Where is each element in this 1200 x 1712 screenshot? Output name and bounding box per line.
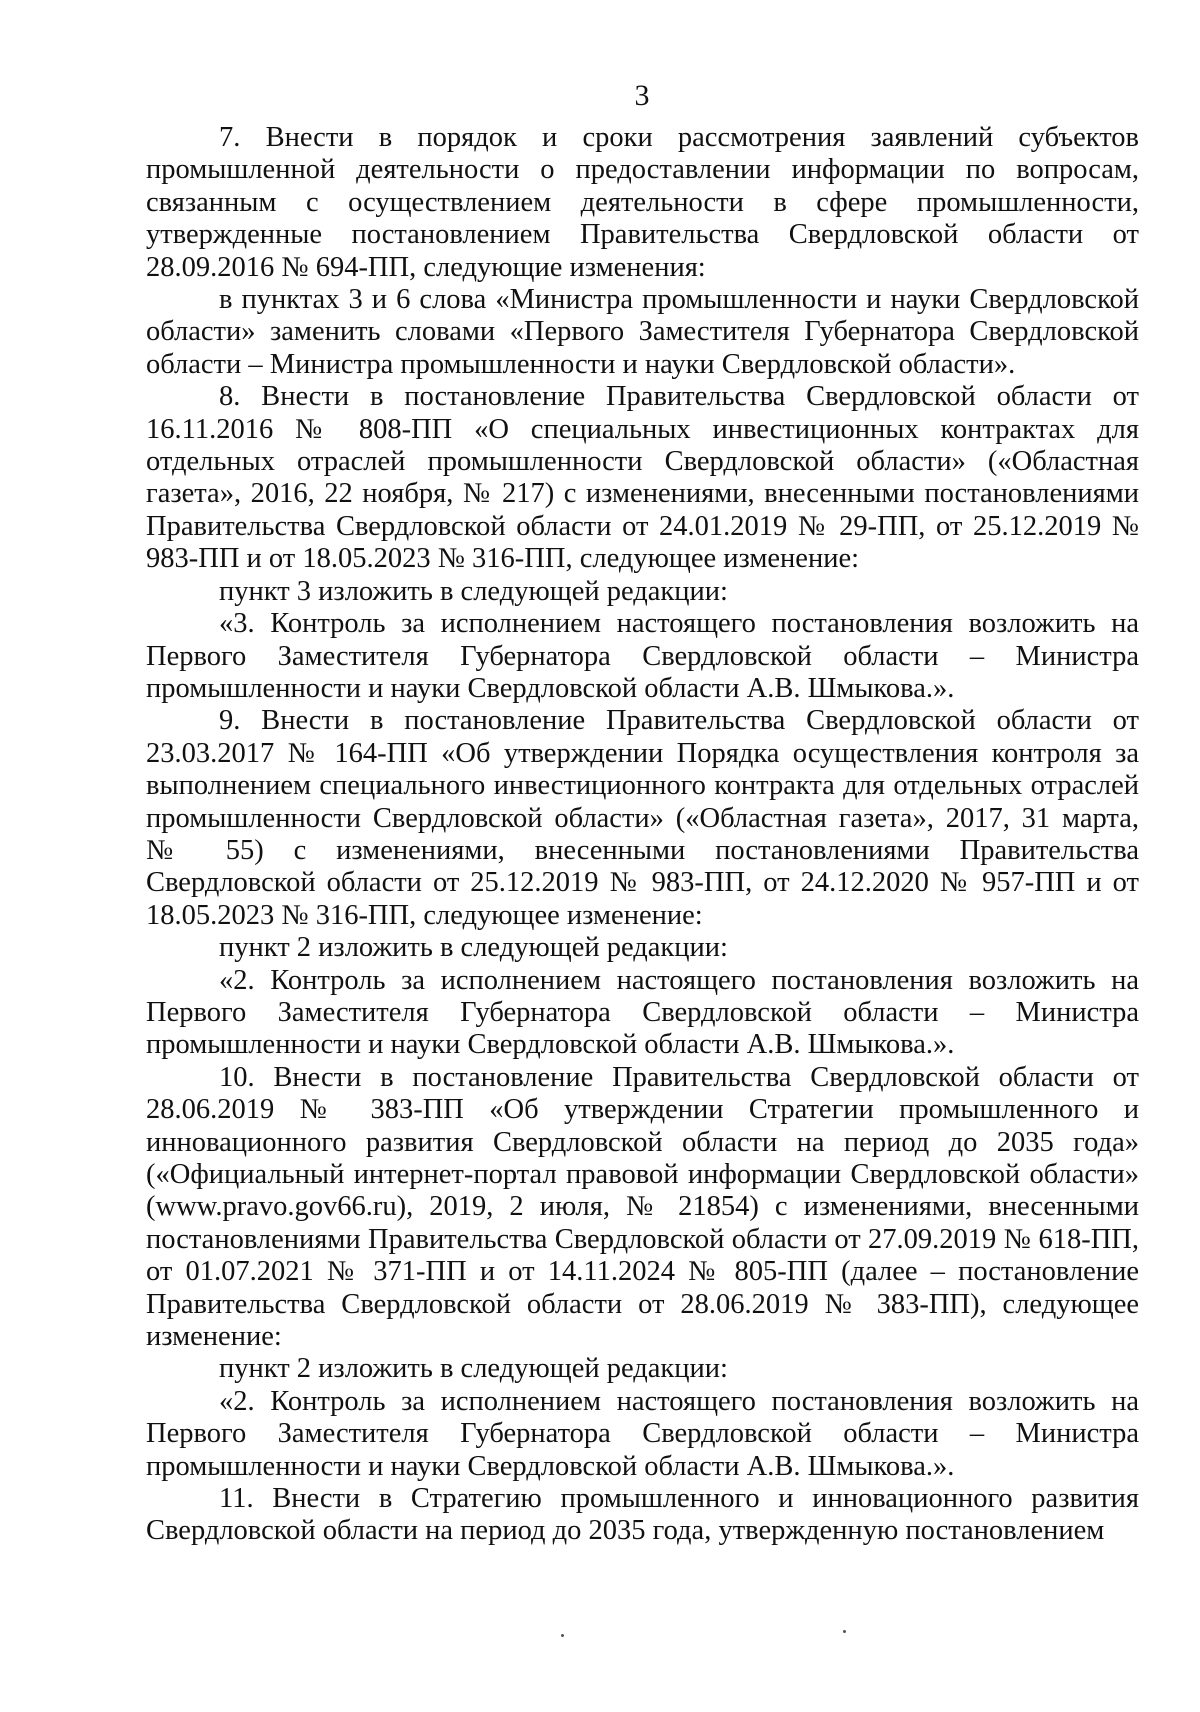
paragraph-7: 7. Внести в порядок и сроки рассмотрения заявлений субъектов промышленной деятельности о предоставлении информации по вопросам, связанным с осуществлением деятельности в сфере промышленности, утвержденные постановлением Правительства Свердловской области от 28.09.2016 № 694-ПП, следующие изменения:: [146, 122, 1139, 283]
page-number: 3: [634, 79, 650, 112]
paragraph-8-quote: «3. Контроль за исполнением настоящего постановления возложить на Первого Заместителя Губернатора Свердловской области – Министра промышленности и науки Свердловской области А.В. Шмыкова.».: [146, 608, 1139, 704]
paragraph-8: 8. Внести в постановление Правительства Свердловской области от 16.11.2016 № 808-ПП «О специальных инвестиционных контрактах для отдельных отраслей промышленности Свердловской области» («Областная газета», 2016, 22 ноября, № 217) с изменениями, внесенными постановлениями Правительства Свердловской области от 24.01.2019 № 29-ПП, от 25.12.2019 № 983-ПП и от 18.05.2023 № 316-ПП, следующее изменение:: [146, 381, 1139, 575]
document-body: [146, 122, 1139, 1548]
paragraph-9-instruction: пункт 2 изложить в следующей редакции:: [219, 932, 728, 964]
scan-speck-right: [843, 1630, 846, 1633]
paragraph-10: 10. Внести в постановление Правительства Свердловской области от 28.06.2019 № 383-ПП «Об утверждении Стратегии промышленного и инновационного развития Свердловской области на период до 2035 года» («Официальный интернет-портал правовой информации Свердловской области» (www.pravo.gov66.ru), 2019, 2 июля, № 21854) с изменениями, внесенными постановлениями Правительства Свердловской области от 27.09.2019 № 618-ПП, от 01.07.2021 № 371-ПП и от 14.11.2024 № 805-ПП (далее – постановление Правительства Свердловской области от 28.06.2019 № 383-ПП), следующее изменение:: [146, 1061, 1139, 1353]
scan-speck-left: [561, 1634, 564, 1637]
paragraph-9-quote: «2. Контроль за исполнением настоящего постановления возложить на Первого Заместителя Губернатора Свердловской области – Министра промышленности и науки Свердловской области А.В. Шмыкова.».: [146, 964, 1139, 1061]
paragraph-10-quote: «2. Контроль за исполнением настоящего постановления возложить на Первого Заместителя Губернатора Свердловской области – Министра промышленности и науки Свердловской области А.В. Шмыкова.».: [146, 1385, 1139, 1482]
paragraph-8-instruction: пункт 3 изложить в следующей редакции:: [219, 575, 728, 607]
paragraph-10-instruction: пункт 2 изложить в следующей редакции:: [219, 1353, 728, 1385]
paragraph-11: 11. Внести в Стратегию промышленного и инновационного развития Свердловской области на период до 2035 года, утвержденную постановлением: [146, 1483, 1139, 1547]
paragraph-7-change: в пунктах 3 и 6 слова «Министра промышленности и науки Свердловской области» заменить словами «Первого Заместителя Губернатора Свердловской области – Министра промышленности и науки Свердловской области».: [146, 284, 1139, 380]
paragraph-9: 9. Внести в постановление Правительства Свердловской области от 23.03.2017 № 164-ПП «Об утверждении Порядка осуществления контроля за выполнением специального инвестиционного контракта для отдельных отраслей промышленности Свердловской области» («Областная газета», 2017, 31 марта, № 55) с изменениями, внесенными постановлениями Правительства Свердловской области от 25.12.2019 № 983-ПП, от 24.12.2020 № 957-ПП и от 18.05.2023 № 316-ПП, следующее изменение:: [146, 705, 1139, 931]
